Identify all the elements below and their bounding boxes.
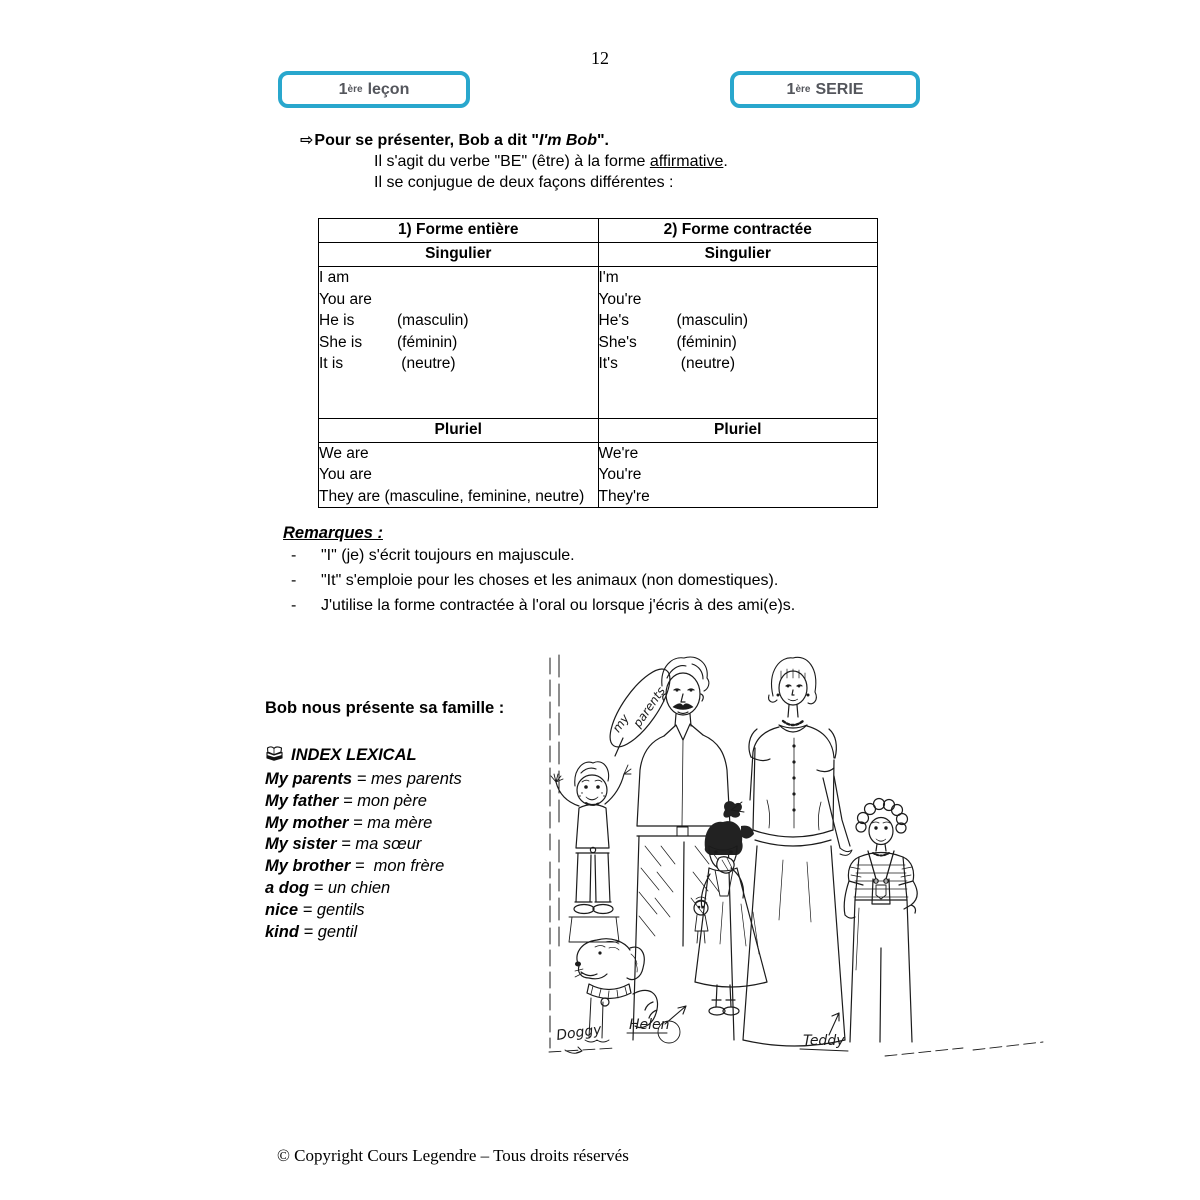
- teddy-figure: [844, 799, 917, 1043]
- pronoun: It is: [319, 355, 344, 372]
- singular-body-row: [319, 267, 878, 419]
- intro-line-2-pre: Il s'agit du verbe "BE" (être) à la forme: [374, 153, 650, 170]
- remarks-section: [283, 524, 795, 618]
- vocab-entry: [265, 900, 504, 922]
- vocab-fr: mon père: [357, 791, 427, 810]
- lesson-badge-number: 1: [338, 80, 348, 98]
- pronoun: I am: [319, 269, 350, 286]
- table-row: [599, 267, 878, 289]
- vocab-en: My brother: [265, 857, 351, 876]
- series-badge-number: 1: [786, 80, 796, 98]
- conjugation-table: [318, 218, 878, 508]
- vocab-entry: [265, 834, 504, 856]
- table-row: We are: [319, 445, 369, 462]
- boy-label: Teddy: [803, 1033, 845, 1049]
- intro-paragraph: [300, 129, 728, 193]
- vocab-fr: ma mère: [367, 813, 433, 832]
- table-row: We're: [598, 445, 639, 462]
- vocab-fr: un chien: [327, 878, 391, 897]
- bullet-dash: -: [291, 597, 297, 614]
- remarks-title: Remarques :: [283, 524, 383, 542]
- gender-note: (masculin): [397, 312, 469, 329]
- plural-body-row: [319, 443, 878, 508]
- col-header-full-form: 1) Forme entière: [319, 219, 599, 243]
- pronoun: She is: [319, 333, 363, 351]
- intro-quote: I'm Bob: [538, 132, 597, 149]
- singular-full-cell: [319, 267, 599, 419]
- table-header-row: [319, 219, 878, 243]
- singular-header-right: Singulier: [598, 243, 878, 267]
- pronoun: She's: [598, 333, 637, 351]
- table-row: [599, 310, 878, 332]
- plural-header-right: Pluriel: [598, 419, 878, 443]
- lesson-badge-label: leçon: [367, 80, 410, 98]
- table-row: You're: [598, 466, 642, 484]
- pants-hatching: [639, 846, 721, 936]
- remark-item: [283, 543, 795, 568]
- copyright-footer: © Copyright Cours Legendre – Tous droits réservés: [277, 1146, 629, 1165]
- singular-header-left: Singulier: [319, 243, 599, 267]
- table-row: [599, 289, 878, 311]
- plural-header-left: Pluriel: [319, 419, 599, 443]
- remark-text: J'utilise la forme contractée à l'oral ou lorsque j'écris à des ami(e)s.: [321, 597, 796, 614]
- intro-line-2: [374, 151, 728, 172]
- series-badge-label: SERIE: [815, 80, 864, 98]
- intro-underlined-word: affirmative: [649, 153, 724, 170]
- vocab-en: a dog: [265, 878, 309, 897]
- vocab-fr: gentils: [316, 900, 365, 919]
- singular-contracted-cell: [598, 267, 878, 419]
- series-badge: 1 ère SERIE: [730, 71, 920, 108]
- pronoun: I'm: [598, 269, 619, 286]
- gender-note: (neutre): [676, 355, 736, 372]
- vocab-fr: ma sœur: [355, 835, 422, 854]
- plural-header-row: [319, 419, 878, 443]
- equals-sign: =: [354, 857, 365, 876]
- vocab-en: My parents: [265, 770, 353, 788]
- gender-note: (neutre): [397, 355, 456, 372]
- dog-label: Doggy: [555, 1021, 603, 1044]
- vocab-entry: [265, 856, 504, 878]
- vocab-entry: [265, 878, 504, 900]
- vocab-entry: [265, 791, 504, 813]
- table-row: [319, 332, 598, 354]
- table-row: [599, 353, 878, 375]
- intro-line-1-lead: Pour se présenter, Bob a dit ": [314, 132, 539, 149]
- pronoun: You're: [598, 290, 642, 308]
- equals-sign: =: [356, 770, 367, 788]
- girl-label: Helen: [629, 1017, 670, 1033]
- equals-sign: =: [353, 813, 363, 832]
- vocab-en: My father: [265, 791, 339, 810]
- bullet-dash: -: [291, 572, 297, 589]
- plural-full-cell: [319, 443, 599, 508]
- illustration-labels: [555, 1006, 848, 1053]
- vocab-en: kind: [265, 922, 299, 941]
- vocab-en: My sister: [265, 835, 337, 854]
- arrow-icon: ⇨: [300, 130, 314, 149]
- table-row: [319, 267, 598, 289]
- col-header-contracted-form: 2) Forme contractée: [598, 219, 878, 243]
- vocab-entry: [265, 769, 504, 791]
- vocab-entry: [265, 813, 504, 835]
- table-row: [599, 332, 878, 354]
- vocab-fr: gentil: [317, 922, 358, 941]
- equals-sign: =: [342, 791, 353, 810]
- pronoun: It's: [598, 355, 618, 372]
- intro-line-3: Il se conjugue de deux façons différentes :: [374, 174, 674, 191]
- table-row: [319, 289, 598, 311]
- pronoun: He's: [598, 312, 630, 329]
- family-title: Bob nous présente sa famille :: [265, 699, 505, 717]
- plural-contracted-cell: [598, 443, 878, 508]
- equals-sign: =: [302, 900, 313, 919]
- lesson-badge: 1 ère leçon: [278, 71, 470, 108]
- family-section: [265, 699, 504, 943]
- vocabulary-list: [265, 769, 504, 943]
- bullet-dash: -: [291, 547, 297, 564]
- lexical-index-header: [265, 745, 504, 766]
- gender-note: (féminin): [397, 333, 458, 351]
- book-icon: [265, 745, 284, 766]
- gender-note: (féminin): [676, 333, 737, 351]
- vocab-en: My mother: [265, 813, 349, 832]
- equals-sign: =: [341, 835, 351, 854]
- vocab-fr: mes parents: [370, 770, 462, 788]
- table-row: You are: [319, 466, 372, 484]
- lexical-index-title: INDEX LEXICAL: [291, 746, 417, 764]
- intro-line-1: [300, 129, 728, 151]
- mother-figure: [743, 657, 852, 1046]
- table-row: They're: [598, 487, 650, 505]
- vocab-entry: [265, 922, 504, 944]
- page-number: 12: [591, 48, 609, 68]
- equals-sign: =: [313, 878, 324, 897]
- table-subheader-row: [319, 243, 878, 267]
- gender-note: (masculin): [676, 312, 748, 329]
- sign-text-line1: my: [609, 711, 632, 736]
- remark-text: "It" s'emploie pour les choses et les animaux (non domestiques).: [321, 572, 779, 589]
- intro-line-2-post: .: [723, 153, 728, 170]
- intro-line-1-tail: ".: [596, 132, 609, 149]
- pronoun: You are: [319, 290, 372, 308]
- table-row: [319, 353, 598, 375]
- family-illustration: [545, 650, 1060, 1070]
- equals-sign: =: [303, 922, 314, 941]
- table-row: [319, 310, 598, 332]
- little-boy-figure: [551, 762, 631, 942]
- vocab-en: nice: [265, 900, 299, 919]
- remark-item: [283, 568, 795, 593]
- table-row: They are (masculine, feminine, neutre): [319, 487, 585, 505]
- pronoun: He is: [319, 312, 355, 329]
- remark-item: [283, 593, 795, 618]
- remark-text: "I" (je) s'écrit toujours en majuscule.: [321, 547, 575, 564]
- sign-text-line2: parents: [630, 684, 669, 730]
- vocab-fr: mon frère: [369, 857, 445, 876]
